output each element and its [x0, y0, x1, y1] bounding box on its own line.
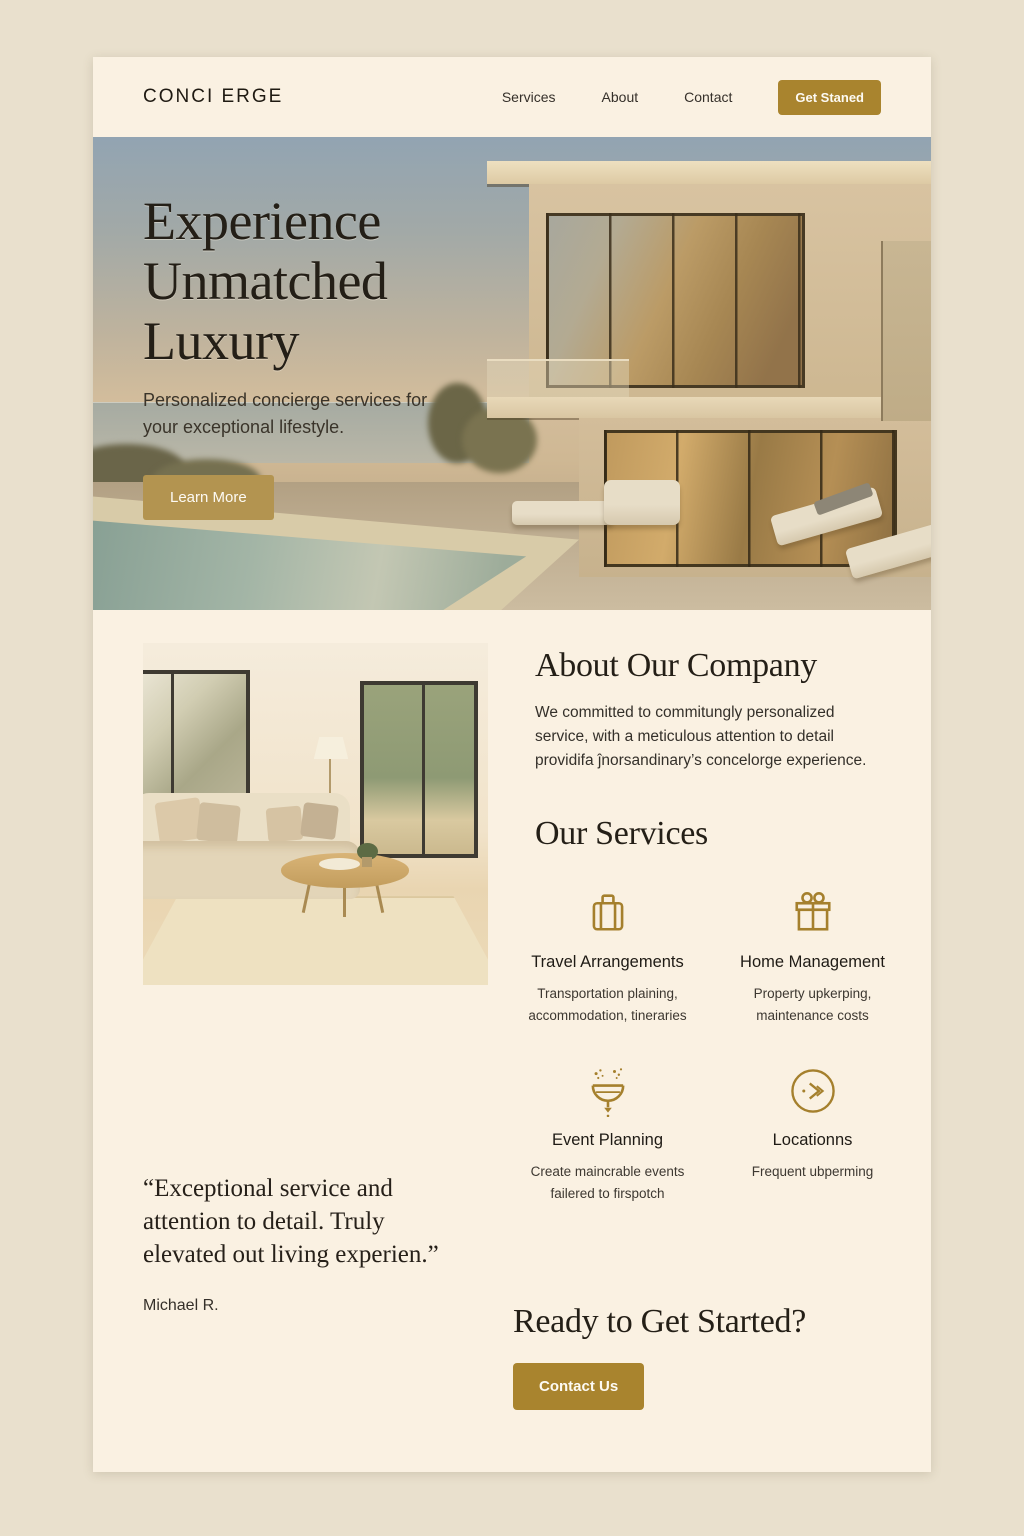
testimonial-author: Michael R. [143, 1297, 219, 1314]
sofa-pillow [196, 802, 241, 844]
services-grid [505, 887, 915, 1205]
nav-about[interactable]: About [601, 89, 639, 105]
sofa-pillow [300, 802, 338, 840]
hero-title-line: Experience [143, 191, 381, 251]
quote-line: “Exceptional service and [143, 1175, 393, 1202]
quote-line: attention to detail. Truly [143, 1208, 385, 1235]
get-started-button[interactable]: Get Staned [778, 80, 881, 115]
left-column [143, 643, 488, 1410]
content-section [93, 610, 931, 1472]
floor-lamp-shade [314, 737, 349, 759]
ready-heading: Ready to Get Started? [513, 1303, 806, 1341]
lounge-chair [604, 480, 679, 525]
sofa-pillow [266, 806, 303, 843]
coffee-table-leg [343, 886, 346, 917]
nav-contact[interactable]: Contact [684, 89, 733, 105]
service-title: Travel Arrangements [531, 953, 684, 972]
testimonial-quote [143, 1172, 481, 1271]
brand-logo: CONCI ERGE [143, 86, 284, 107]
hero-section [93, 137, 931, 610]
room-window [360, 681, 477, 859]
service-desc: Transportation plaining, accommodation, tineraries [528, 986, 687, 1024]
service-desc: Frequent ubperming [751, 1163, 874, 1179]
house-roof [487, 161, 931, 185]
service-desc: Property upkerping, maintenance costs [753, 986, 872, 1024]
circle-arrow-icon [787, 1065, 839, 1117]
main-nav [502, 80, 881, 115]
hero-title-line: Luxury [143, 311, 299, 371]
about-body: We committed to commitungly personalized service, with a meticulous attention to detail providifa ĵnorsandinary’s concelorge experience. [535, 704, 867, 770]
service-desc: Create maincrable events failered to firspotch [530, 1163, 685, 1201]
service-title: Locationns [772, 1130, 853, 1149]
service-title: Event Planning [552, 1130, 663, 1149]
house-right-wing [881, 241, 931, 421]
gift-icon [787, 887, 839, 939]
hero-content [143, 191, 563, 520]
hero-title-line: Unmatched [143, 251, 388, 311]
page-card [93, 57, 931, 1472]
table-vase [362, 857, 372, 867]
nav-services[interactable]: Services [501, 89, 556, 105]
quote-line: elevated out living experien.” [143, 1241, 439, 1268]
right-column [488, 643, 915, 1410]
site-header [93, 57, 931, 137]
services-heading: Our Services [535, 815, 708, 853]
champagne-coupe-icon [582, 1065, 634, 1117]
room-window-frame [422, 681, 425, 859]
learn-more-button[interactable]: Learn More [143, 475, 274, 520]
contact-us-button[interactable]: Contact Us [513, 1363, 644, 1410]
suitcase-icon [582, 887, 634, 939]
service-card-locations [710, 1065, 915, 1206]
service-card-home [710, 887, 915, 1028]
service-card-events [505, 1065, 710, 1206]
hero-subtitle: Personalized concierge services for your exceptional lifestyle. [143, 390, 428, 437]
service-title: Home Management [740, 953, 885, 972]
room-rug [143, 896, 488, 985]
about-heading: About Our Company [535, 647, 817, 684]
hero-title [143, 191, 563, 371]
living-room-image [143, 643, 488, 985]
service-card-travel [505, 887, 710, 1028]
